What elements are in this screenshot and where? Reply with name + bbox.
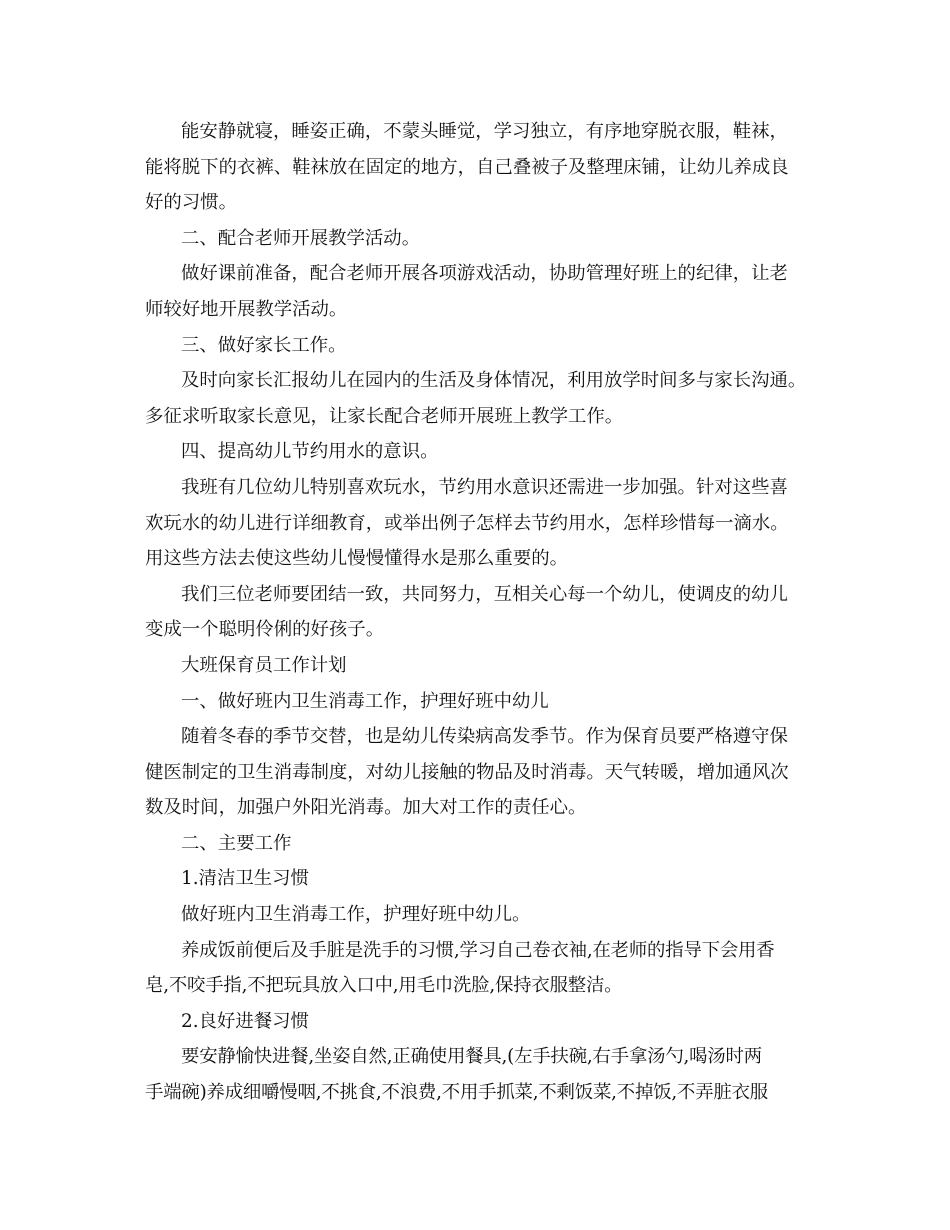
text-line: 变成一个聪明伶俐的好孩子。 <box>145 619 385 641</box>
text-line: 做好班内卫生消毒工作，护理好班中幼儿。 <box>181 904 531 926</box>
text-line: 我班有几位幼儿特别喜欢玩水，节约用水意识还需进一步加强。针对这些喜 <box>181 476 788 498</box>
subsection-heading: 1.清洁卫生习惯 <box>181 868 309 890</box>
text-line: 欢玩水的幼儿进行详细教育，或举出例子怎样去节约用水，怎样珍惜每一滴水。 <box>145 512 789 534</box>
text-line: 我们三位老师要团结一致，共同努力，互相关心每一个幼儿，使调皮的幼儿 <box>181 583 788 605</box>
text-line: 手端碗)养成细嚼慢咽,不挑食,不浪费,不用手抓菜,不剩饭菜,不掉饭,不弄脏衣服 <box>145 1082 768 1104</box>
document-title: 大班保育员工作计划 <box>181 654 347 676</box>
text-line: 能将脱下的衣裤、鞋袜放在固定的地方，自己叠被子及整理床铺，让幼儿养成良 <box>145 156 789 178</box>
text-line: 师较好地开展教学活动。 <box>145 298 348 320</box>
text-line: 用这些方法去使这些幼儿慢慢懂得水是那么重要的。 <box>145 548 568 570</box>
subsection-heading: 2.良好进餐习惯 <box>181 1010 309 1032</box>
text-line: 能安静就寝，睡姿正确，不蒙头睡觉，学习独立，有序地穿脱衣服，鞋袜， <box>181 121 788 142</box>
text-line: 做好课前准备，配合老师开展各项游戏活动，协助管理好班上的纪律，让老 <box>181 263 788 285</box>
text-line: 皂,不咬手指,不把玩具放入口中,用毛巾洗脸,保持衣服整洁。 <box>145 975 623 997</box>
document-body <box>145 114 815 1111</box>
text-line: 多征求听取家长意见，让家长配合老师开展班上教学工作。 <box>145 405 624 427</box>
text-line: 要安静愉快进餐,坐姿自然,正确使用餐具,(左手扶碗,右手拿汤勺,喝汤时两 <box>181 1046 762 1068</box>
text-line: 随着冬春的季节交替，也是幼儿传染病高发季节。作为保育员要严格遵守保 <box>181 726 788 748</box>
text-line: 数及时间，加强户外阳光消毒。加大对工作的责任心。 <box>145 797 587 819</box>
text-line: 及时向家长汇报幼儿在园内的生活及身体情况，利用放学时间多与家长沟通。 <box>181 370 807 392</box>
section-heading: 二、主要工作 <box>181 832 292 854</box>
text-line: 养成饭前便后及手脏是洗手的习惯,学习自己卷衣袖,在老师的指导下会用香 <box>181 939 775 961</box>
section-heading: 一、做好班内卫生消毒工作，护理好班中幼儿 <box>181 690 549 712</box>
section-heading: 二、配合老师开展教学活动。 <box>181 227 421 249</box>
text-line: 健医制定的卫生消毒制度，对幼儿接触的物品及时消毒。天气转暖，增加通风次 <box>145 761 789 783</box>
text-line: 好的习惯。 <box>145 192 237 214</box>
section-heading: 三、做好家长工作。 <box>181 334 347 356</box>
section-heading: 四、提高幼儿节约用水的意识。 <box>181 441 439 463</box>
